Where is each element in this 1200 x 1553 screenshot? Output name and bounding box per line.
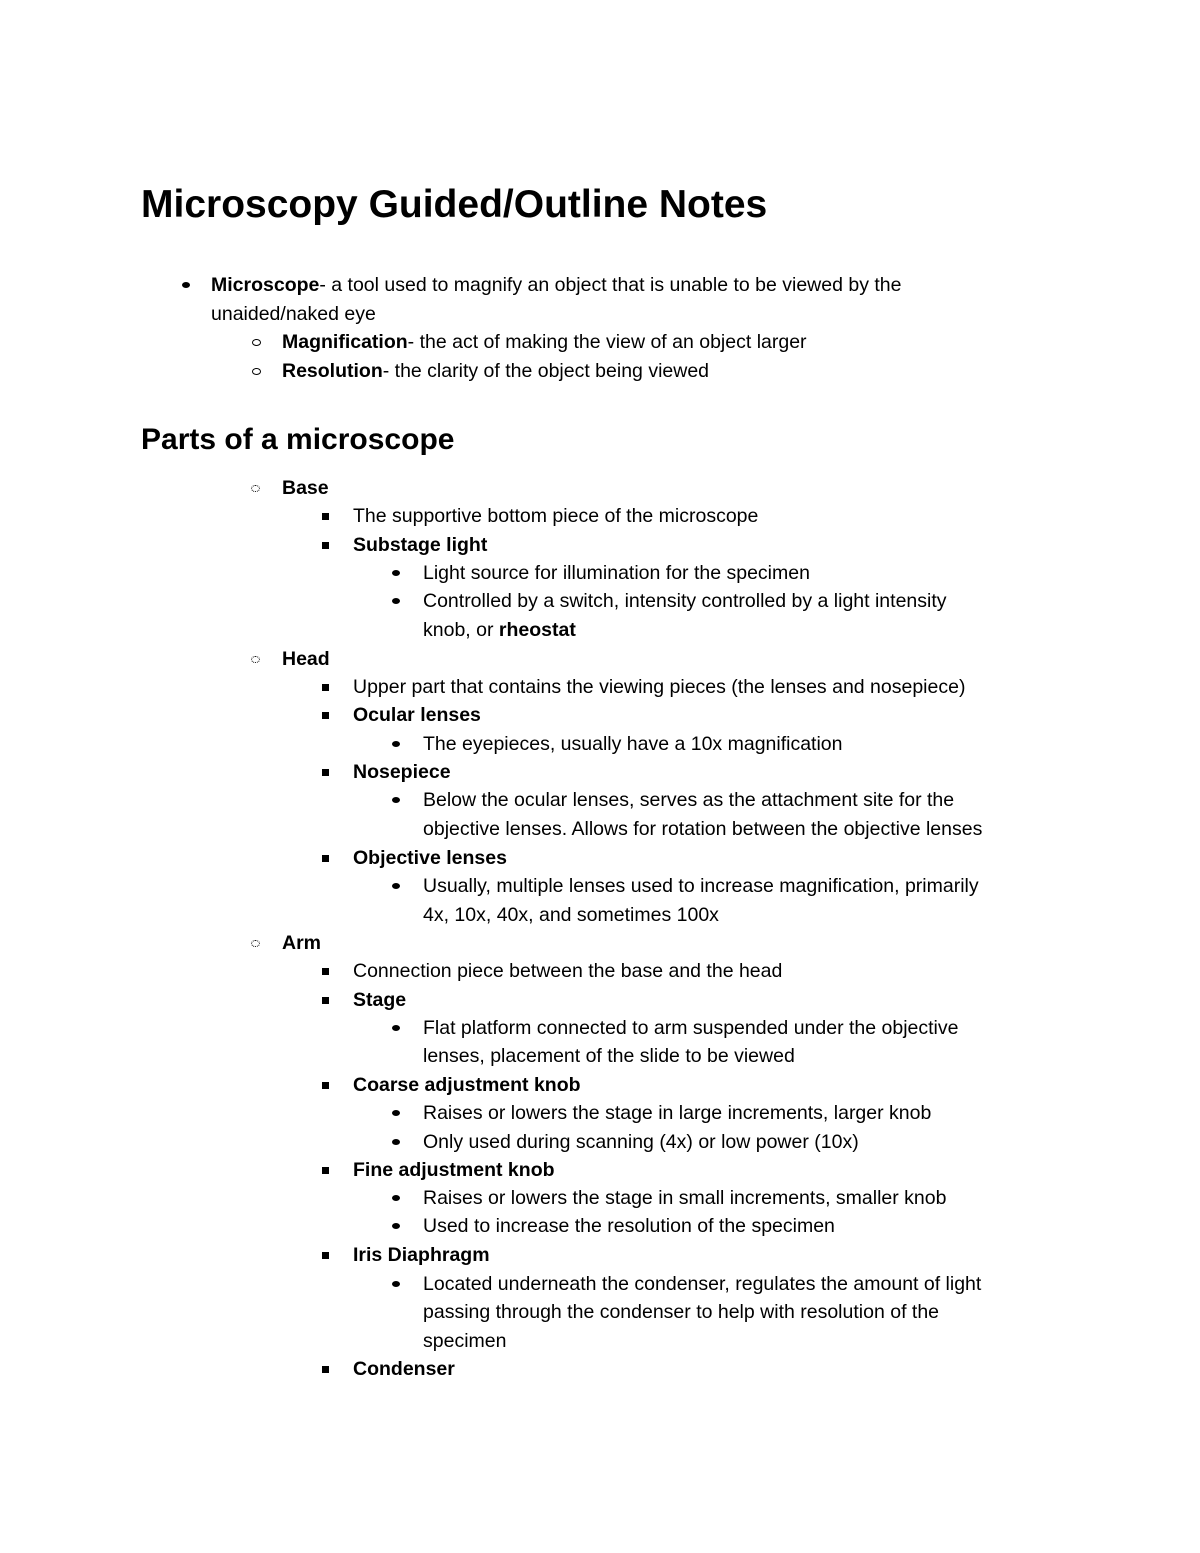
part-name: Fine adjustment knob: [353, 1159, 555, 1181]
bullet-disc-icon: [388, 1014, 408, 1043]
bullet-disc-icon: [388, 730, 408, 759]
description-text: The eyepieces, usually have a 10x magnification: [423, 733, 843, 755]
bullet-disc-icon: [388, 1099, 408, 1128]
description-text: Usually, multiple lenses used to increase magnification, primarily: [423, 875, 979, 897]
bullet-circle-icon: [248, 328, 268, 357]
part-name: Substage light: [353, 534, 488, 556]
part-name: Stage: [353, 989, 407, 1011]
bullet-square-icon: [318, 701, 338, 730]
bullet-disc-icon: [388, 1184, 408, 1213]
bullet-disc-icon: [388, 1212, 408, 1241]
description-text: Flat platform connected to arm suspended under the objective: [423, 1017, 959, 1039]
bullet-square-icon: [318, 844, 338, 873]
bullet-disc-icon: [388, 786, 408, 815]
part-name: Base: [282, 477, 329, 499]
bullet-disc-icon: [388, 587, 408, 616]
definition-text: - a tool used to magnify an object that is unable to be viewed by the: [319, 274, 902, 296]
description-text: knob, or: [423, 619, 499, 641]
description-text: Located underneath the condenser, regulates the amount of light: [423, 1273, 982, 1295]
part-name: Ocular lenses: [353, 704, 481, 726]
description-text: Controlled by a switch, intensity controlled by a light intensity: [423, 590, 947, 612]
section-heading: Parts of a microscope: [141, 423, 455, 456]
bullet-square-icon: [318, 758, 338, 787]
page-title: Microscopy Guided/Outline Notes: [141, 183, 768, 226]
part-name: Coarse adjustment knob: [353, 1074, 581, 1096]
bullet-dotted-circle-icon: [248, 474, 268, 503]
part-name: Iris Diaphragm: [353, 1244, 490, 1266]
description-text: Raises or lowers the stage in small increments, smaller knob: [423, 1187, 947, 1209]
description-text: Raises or lowers the stage in large increments, larger knob: [423, 1102, 932, 1124]
bullet-square-icon: [318, 986, 338, 1015]
term-magnification: Magnification: [282, 331, 408, 353]
description-text: 4x, 10x, 40x, and sometimes 100x: [423, 904, 719, 926]
bullet-disc-icon: [388, 1128, 408, 1157]
bullet-square-icon: [318, 1241, 338, 1270]
description-text: Below the ocular lenses, serves as the attachment site for the: [423, 789, 955, 811]
description-text: Only used during scanning (4x) or low power (10x): [423, 1131, 859, 1153]
bullet-square-icon: [318, 957, 338, 986]
bullet-square-icon: [318, 502, 338, 531]
definition-text: - the clarity of the object being viewed: [382, 360, 710, 382]
description-text: The supportive bottom piece of the microscope: [353, 505, 759, 527]
bullet-disc-icon: [388, 872, 408, 901]
bullet-disc-icon: [388, 1270, 408, 1299]
description-text: Used to increase the resolution of the specimen: [423, 1215, 835, 1237]
bullet-square-icon: [318, 1071, 338, 1100]
description-text: Upper part that contains the viewing pieces (the lenses and nosepiece): [353, 676, 966, 698]
description-text: lenses, placement of the slide to be viewed: [423, 1045, 795, 1067]
part-name: Objective lenses: [353, 847, 507, 869]
description-text: Light source for illumination for the specimen: [423, 562, 810, 584]
part-name: Nosepiece: [353, 761, 451, 783]
term-rheostat: rheostat: [498, 619, 576, 641]
description-text: objective lenses. Allows for rotation between the objective lenses: [423, 818, 983, 840]
description-text: specimen: [423, 1330, 507, 1352]
bullet-square-icon: [318, 1355, 338, 1384]
definition-text: - the act of making the view of an object larger: [407, 331, 807, 353]
bullet-dotted-circle-icon: [248, 645, 268, 674]
part-name: Arm: [282, 932, 322, 954]
term-resolution: Resolution: [282, 360, 383, 382]
bullet-dotted-circle-icon: [248, 929, 268, 958]
term-microscope: Microscope: [211, 274, 320, 296]
definition-text: unaided/naked eye: [211, 303, 376, 325]
bullet-square-icon: [318, 1156, 338, 1185]
bullet-square-icon: [318, 531, 338, 560]
part-name: Condenser: [353, 1358, 455, 1380]
bullet-circle-icon: [248, 357, 268, 386]
bullet-disc-icon: [388, 559, 408, 588]
bullet-disc-icon: [178, 271, 198, 300]
description-text: Connection piece between the base and the head: [353, 960, 783, 982]
description-text: passing through the condenser to help with resolution of the: [423, 1301, 940, 1323]
bullet-square-icon: [318, 673, 338, 702]
part-name: Head: [282, 648, 330, 670]
